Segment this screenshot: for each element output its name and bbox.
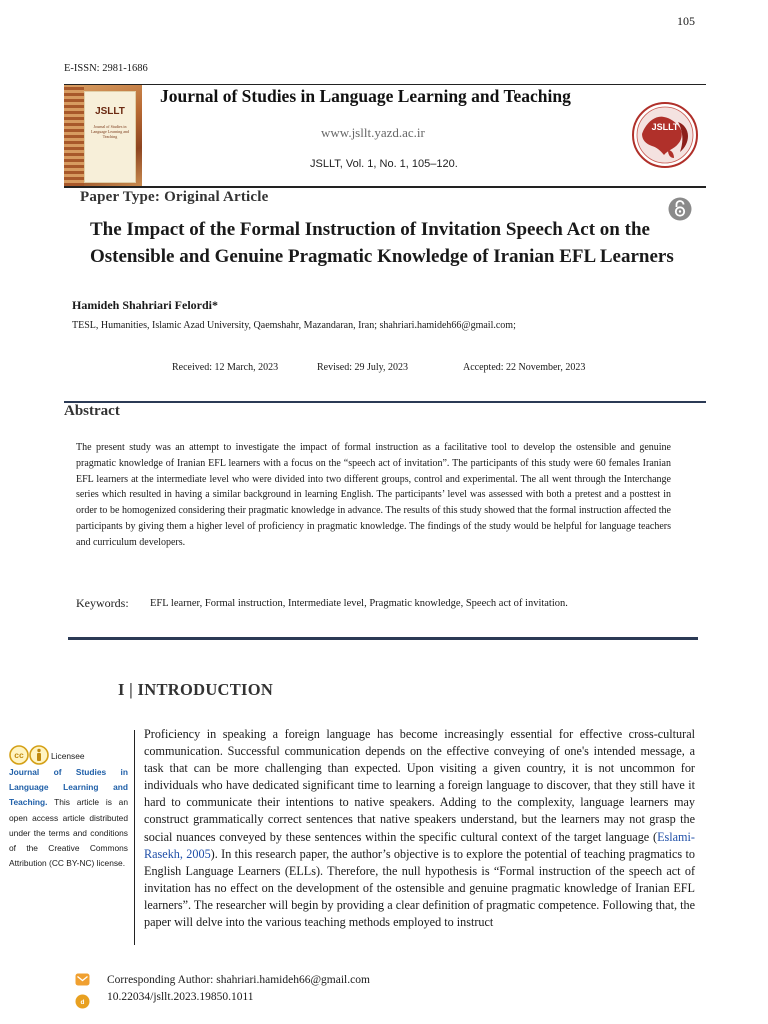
journal-citation: JSLLT, Vol. 1, No. 1, 105–120. xyxy=(310,158,458,170)
citation-link[interactable]: Eslami-Rasekh, 2005 xyxy=(144,829,695,861)
journal-url-link[interactable]: www.jsllt.yazd.ac.ir xyxy=(321,125,425,140)
cover-journal-subtitle: Journal of Studies in Language Learning and Teaching xyxy=(91,124,129,139)
margin-vertical-rule xyxy=(134,730,135,945)
revised-date: Revised: 29 July, 2023 xyxy=(317,362,409,373)
doi-icon xyxy=(75,994,90,1009)
journal-cover-thumbnail xyxy=(64,85,142,186)
cc-badge[interactable] xyxy=(9,745,128,765)
introduction-text xyxy=(144,726,695,931)
received-date: Received: 12 March, 2023 xyxy=(172,362,279,373)
abstract-rule xyxy=(64,401,706,403)
license-text xyxy=(9,765,128,871)
author-affiliation: TESL, Humanities, Islamic Azad University, Qaemshahr, Mazandaran, Iran; shahriari.hamideh66@gmail.com; xyxy=(72,320,516,331)
licensee-label: Licensee xyxy=(51,751,85,762)
license-journal-name: Journal of Studies in Language Learning and Teaching. xyxy=(9,767,128,808)
article-title: The Impact of the Formal Instruction of Invitation Speech Act on the Ostensible and Genuine Pragmatic Knowledge of Iranian EFL Learners xyxy=(90,219,674,267)
keywords-text: EFL learner, Formal instruction, Intermediate level, Pragmatic knowledge, Speech act of invitation. xyxy=(150,598,568,609)
svg-text:d: d xyxy=(80,999,85,1006)
paper-type: Paper Type: Original Article xyxy=(80,189,269,205)
cover-card xyxy=(84,91,136,183)
abstract-text: The present study was an attempt to investigate the impact of formal instruction as a facilitative tool to develop the ostensible and genuine pragmatic knowledge of Iranian EFL learners with a focus on the “speech act of invitation”. The participants of this study were 60 females Iranian EFL learners at the intermediate level who were divided into two different groups, control and experimental. The all went through the Interchange series which resulted in having a similar background in learning English. The participants’ level was assessed with both a pretest and a posttest in order to be homogenized considering their pragmatic knowledge in advance. The results of this study showed that the formal instruction affected the participants by giving them a higher level of proficiency in pragmatic knowledge. The findings of the study would be helpful for language teachers and curriculum developers. xyxy=(76,442,671,548)
logo-text: JSLLT xyxy=(651,122,679,132)
license-notice xyxy=(9,745,128,871)
keywords-label: Keywords: xyxy=(76,596,129,610)
introduction-part-2: ). In this research paper, the author’s objective is to explore the potential of teaching pragmatics to English Language Learners (ELLs). Therefore, the null hypothesis is “Formal instruction of the speech act of invitation has no effect on the development of the ostensible and genuine pragmatic knowledge of Iranian EFL learners”. The researcher will begin by providing a clear definition of pragmatic competence. Following that, the paper will delve into the various teaching methods employed to instruct xyxy=(144,846,695,930)
page-number: 105 xyxy=(677,14,695,28)
journal-logo xyxy=(630,100,700,170)
creative-commons-icon xyxy=(9,745,49,765)
introduction-part-1: Proficiency in speaking a foreign language has become increasingly essential for effective cross-cultural communication. Successful communication depends on the effective conveying of one's intended message, a task that can be more challenging than expected. Upon visiting a given country, it is not uncommon for individuals who have dedicated significant time to learning a foreign language to discover, that they still have it hard to communicate their intentions to native speakers. Adding to the complexity, language learners may construct grammatically correct sentences that native speakers understand, but the learners may not grasp the social nuances conveyed by these sentences within the specific cultural context of the target language ( xyxy=(144,727,695,844)
abstract-heading: Abstract xyxy=(64,403,120,419)
cover-stripe xyxy=(64,85,84,186)
journal-title: Journal of Studies in Language Learning and Teaching xyxy=(160,86,571,106)
accepted-date: Accepted: 22 November, 2023 xyxy=(463,362,586,373)
corresponding-author[interactable]: Corresponding Author: shahriari.hamideh66@gmail.com xyxy=(107,974,370,986)
cc-label: cc xyxy=(14,750,24,761)
eissn: E-ISSN: 2981-1686 xyxy=(64,63,148,74)
header-top-rule xyxy=(64,84,706,85)
license-terms: This article is an open access article distributed under the terms and conditions of the Creative Commons Attribution (CC BY-NC) license. xyxy=(9,797,128,869)
mail-icon xyxy=(75,973,90,986)
doi-link[interactable]: 10.22034/jsllt.2023.19850.1011 xyxy=(107,991,254,1003)
header-bottom-rule xyxy=(64,186,706,188)
section-heading: I | INTRODUCTION xyxy=(118,680,274,699)
cover-journal-name: JSLLT xyxy=(95,106,125,117)
keywords-rule xyxy=(68,637,698,640)
author-name: Hamideh Shahriari Felordi* xyxy=(72,298,219,312)
